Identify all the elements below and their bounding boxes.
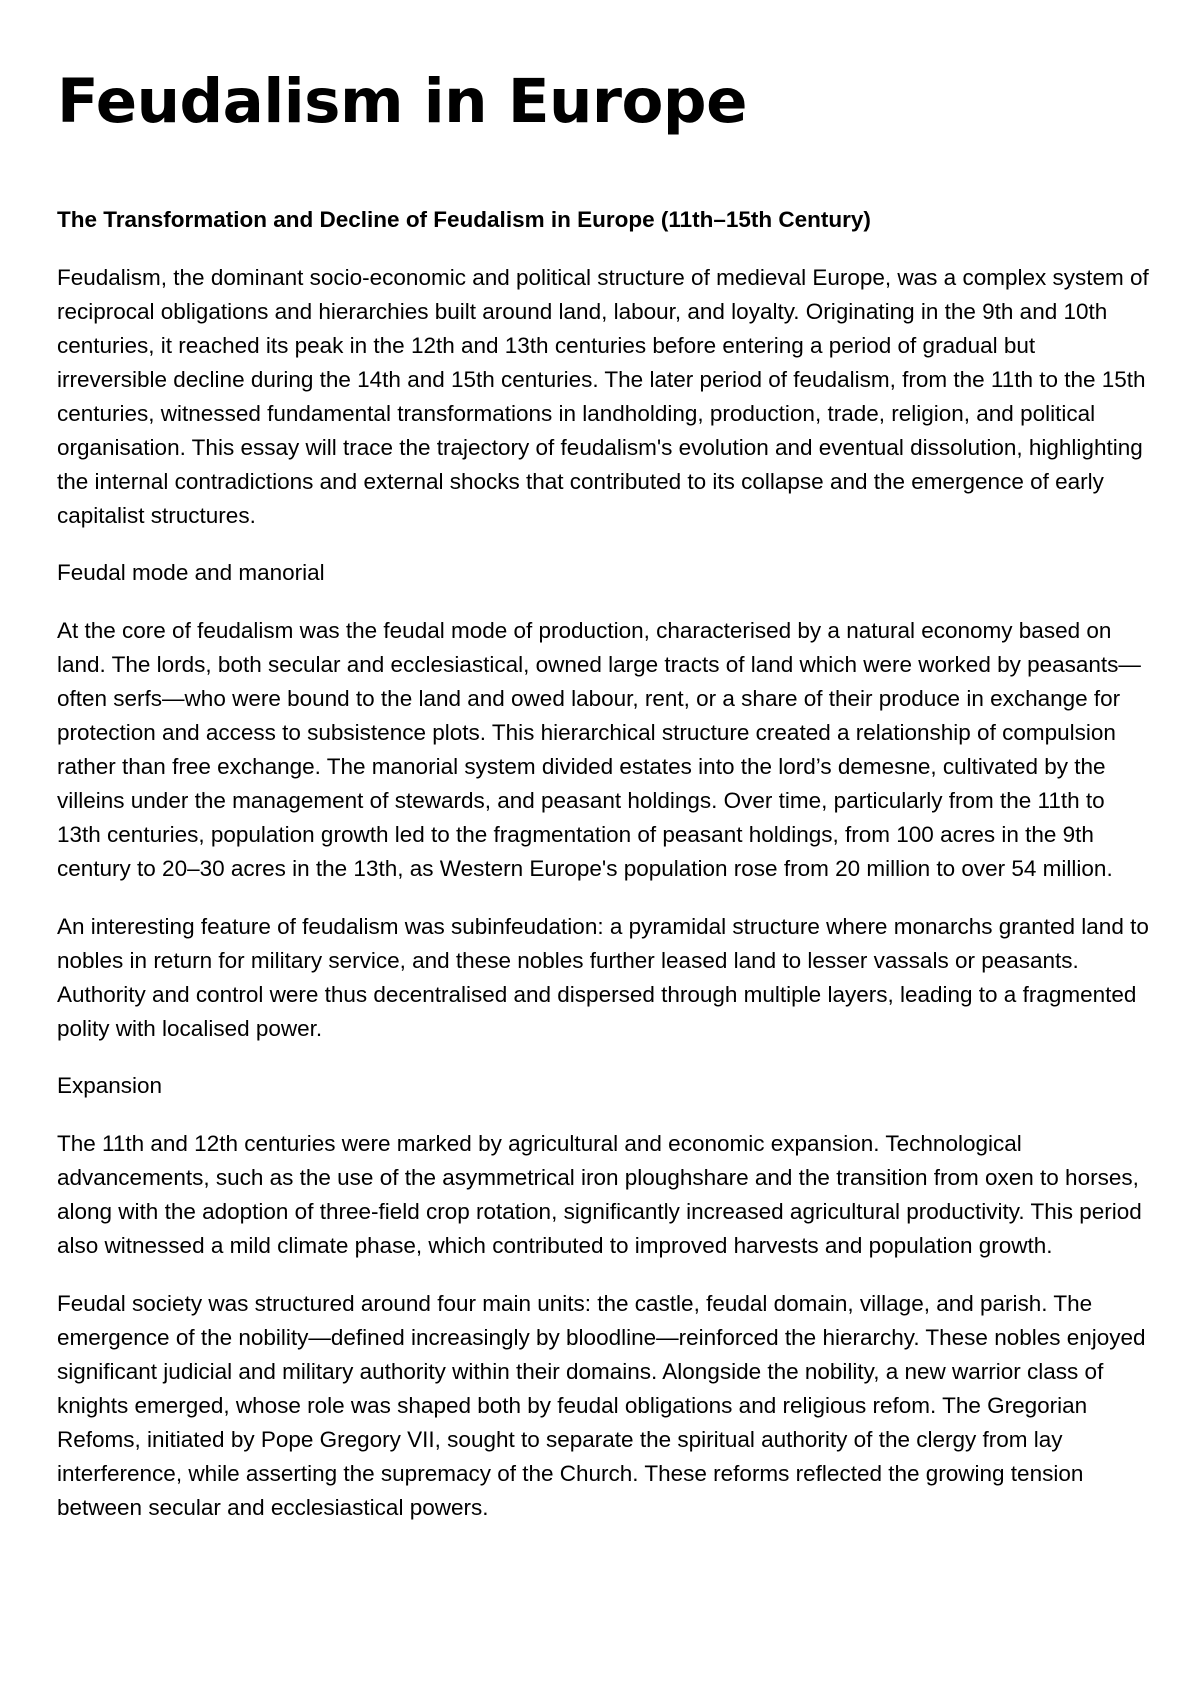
paragraph-feudal-society: Feudal society was structured around four main units: the castle, feudal domain, village, and parish. The emergence of the nobility—defined increasingly by bloodline—reinforced the hierarchy. These nobles enjoyed significant judicial and military authority within their domains. Alongside the nobility, a new warrior class of knights emerged, whose role was shaped both by feudal obligations and religious refom. The Gregorian Refoms, initiated by Pope Gregory VII, sought to separate the spiritual authority of the clergy from lay interference, while asserting the supremacy of the Church. These reforms reflected the growing tension between secular and ecclesiastical powers. bbox=[57, 1291, 1146, 1520]
section-heading-expansion: Expansion bbox=[57, 1073, 163, 1098]
paragraph-feudal-mode: At the core of feudalism was the feudal mode of production, characterised by a natural economy based on land. The lords, both secular and ecclesiastical, owned large tracts of land which were worked by peasants—often serfs—who were bound to the land and owed labour, rent, or a share of their produce in exchange for protection and access to subsistence plots. This hierarchical structure created a relationship of compulsion rather than free exchange. The manorial system divided estates into the lord’s demesne, cultivated by the villeins under the management of stewards, and peasant holdings. Over time, particularly from the 11th to 13th centuries, population growth led to the fragmentation of peasant holdings, from 100 acres in the 9th century to 20–30 acres in the 13th, as Western Europe's population rose from 20 million to over 54 million. bbox=[57, 618, 1141, 881]
paragraph-subinfeudation: An interesting feature of feudalism was subinfeudation: a pyramidal structure where monarchs granted land to nobles in return for military service, and these nobles further leased land to lesser vassals or peasants. Authority and control were thus decentralised and dispersed through multiple layers, leading to a fragmented polity with localised power. bbox=[57, 914, 1149, 1041]
document-title: Feudalism in Europe bbox=[57, 66, 747, 137]
paragraph-introduction: Feudalism, the dominant socio-economic and political structure of medieval Europe, was a complex system of reciprocal obligations and hierarchies built around land, labour, and loyalty. Originating in the 9th and 10th centuries, it reached its peak in the 12th and 13th centuries before entering a period of gradual but irreversible decline during the 14th and 15th centuries. The later period of feudalism, from the 11th to the 15th centuries, witnessed fundamental transformations in landholding, production, trade, religion, and political organisation. This essay will trace the trajectory of feudalism's evolution and eventual dissolution, highlighting the internal contradictions and external shocks that contributed to its collapse and the emergence of early capitalist structures. bbox=[57, 265, 1149, 528]
paragraph-expansion: The 11th and 12th centuries were marked by agricultural and economic expansion. Technological advancements, such as the use of the asymmetrical iron ploughshare and the transition from oxen to horses, along with the adoption of three-field crop rotation, significantly increased agricultural productivity. This period also witnessed a mild climate phase, which contributed to improved harvests and population growth. bbox=[57, 1131, 1142, 1258]
section-heading-feudal-mode: Feudal mode and manorial bbox=[57, 560, 325, 585]
document-subtitle: The Transformation and Decline of Feudalism in Europe (11th–15th Century) bbox=[57, 207, 871, 232]
